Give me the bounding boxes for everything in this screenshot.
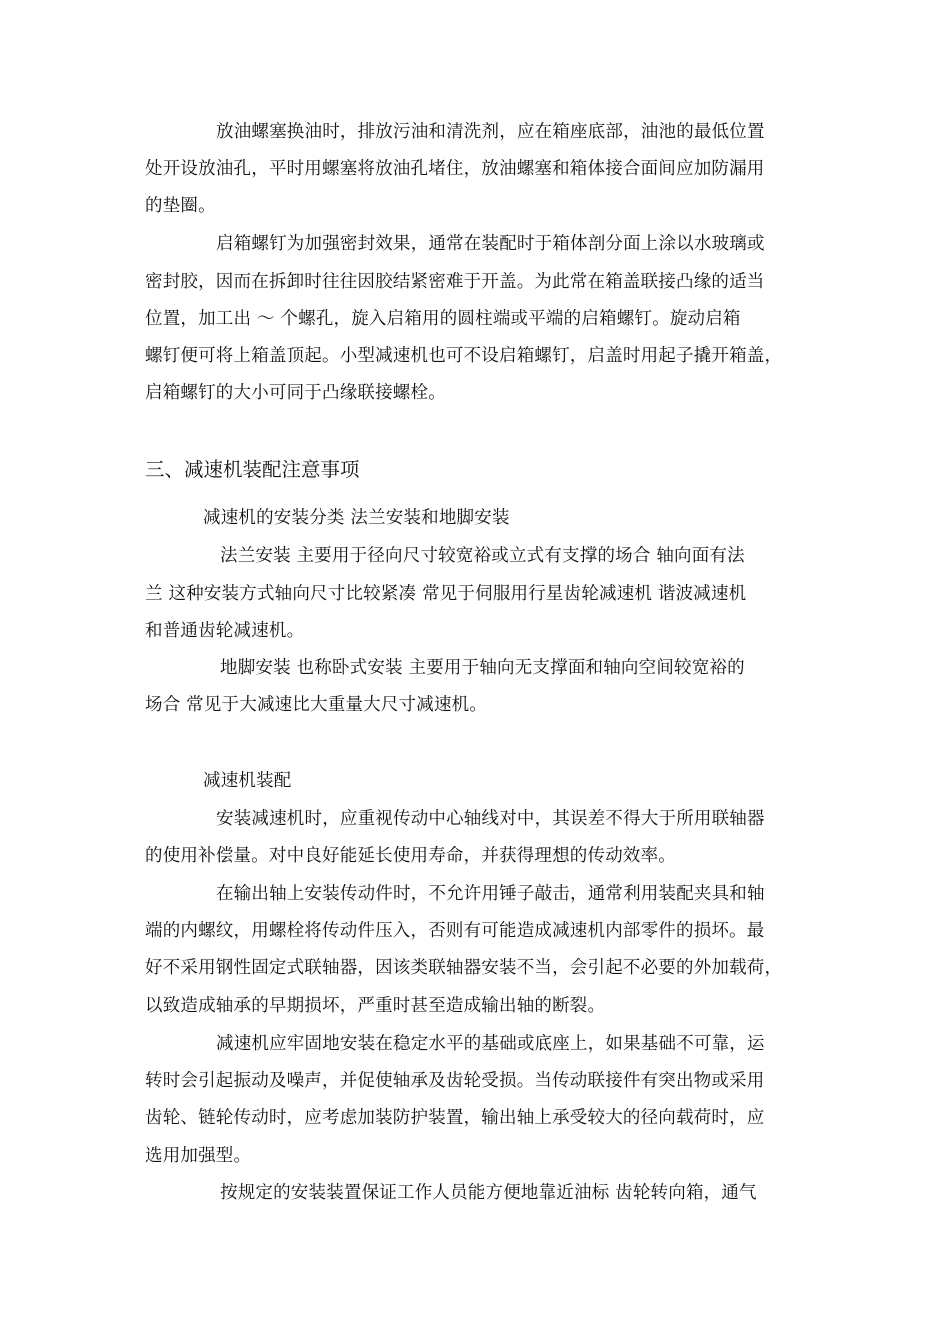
- paragraph-line: 和普通齿轮减速机。: [145, 621, 305, 641]
- paragraph-line: 齿轮、链轮传动时，应考虑加装防护装置，输出轴上承受较大的径向载荷时，应: [145, 1108, 765, 1128]
- paragraph-line: 处开设放油孔，平时用螺塞将放油孔堵住，放油螺塞和箱体接合面间应加防漏用: [145, 159, 765, 179]
- paragraph-line: 启箱螺钉的大小可同于凸缘联接螺栓。: [145, 383, 446, 403]
- paragraph-line: 在输出轴上安装传动件时，不允许用锤子敲击，通常利用装配夹具和轴: [216, 884, 765, 904]
- paragraph-line: 的垫圈。: [145, 196, 216, 216]
- paragraph-line: 选用加强型。: [145, 1146, 252, 1166]
- paragraph-line: 兰 这种安装方式轴向尺寸比较紧凑 常见于伺服用行星齿轮减速机 谐波减速机: [145, 584, 747, 604]
- paragraph-line: 法兰安装 主要用于径向尺寸较宽裕或立式有支撑的场合 轴向面有法: [220, 546, 745, 566]
- paragraph-line: 位置，加工出 ～ 个螺孔，旋入启箱用的圆柱端或平端的启箱螺钉。旋动启箱: [145, 309, 741, 329]
- paragraph-line: 安装减速机时，应重视传动中心轴线对中，其误差不得大于所用联轴器: [216, 809, 765, 829]
- paragraph-line: 好不采用钢性固定式联轴器，因该类联轴器安装不当，会引起不必要的外加载荷，: [145, 958, 783, 978]
- paragraph-line: 的使用补偿量。对中良好能延长使用寿命，并获得理想的传动效率。: [145, 846, 676, 866]
- paragraph-line: 以致造成轴承的早期损坏，严重时甚至造成输出轴的断裂。: [145, 996, 606, 1016]
- paragraph-line: 密封胶，因而在拆卸时往往因胶结紧密难于开盖。为此常在箱盖联接凸缘的适当: [145, 272, 765, 292]
- paragraph-line: 端的内螺纹，用螺栓将传动件压入，否则有可能造成减速机内部零件的损坏。最: [145, 921, 765, 941]
- paragraph-line: 放油螺塞换油时，排放污油和清洗剂，应在箱座底部，油池的最低位置: [216, 122, 765, 142]
- paragraph-line: 减速机应牢固地安装在稳定水平的基础或底座上，如果基础不可靠，运: [216, 1034, 765, 1054]
- section-heading: 三、减速机装配注意事项: [145, 458, 360, 481]
- paragraph-line: 转时会引起振动及噪声，并促使轴承及齿轮受损。当传动联接件有突出物或采用: [145, 1071, 765, 1091]
- subheading-install-type: 减速机的安装分类 法兰安装和地脚安装: [203, 508, 510, 528]
- paragraph-line: 启箱螺钉为加强密封效果，通常在装配时于箱体剖分面上涂以水玻璃或: [216, 234, 765, 254]
- paragraph-line: 场合 常见于大减速比大重量大尺寸减速机。: [145, 695, 488, 715]
- paragraph-line: 螺钉便可将上箱盖顶起。小型减速机也可不设启箱螺钉，启盖时用起子撬开箱盖，: [145, 346, 783, 366]
- paragraph-line: 按规定的安装装置保证工作人员能方便地靠近油标 齿轮转向箱，通气: [220, 1183, 757, 1203]
- paragraph-line: 地脚安装 也称卧式安装 主要用于轴向无支撑面和轴向空间较宽裕的: [220, 658, 745, 678]
- subheading-assembly: 减速机装配: [203, 771, 292, 791]
